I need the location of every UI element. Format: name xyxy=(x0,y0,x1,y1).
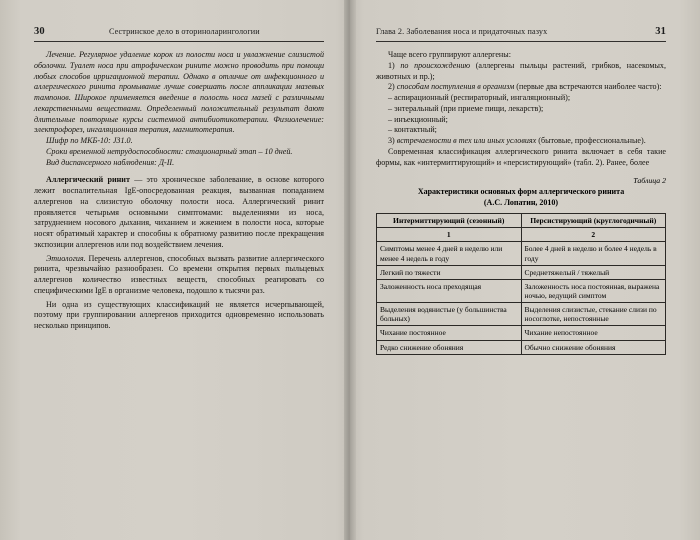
table-cell: Легкий по тяжести xyxy=(377,265,522,279)
list-item-entry-num: 2) xyxy=(388,82,395,92)
sublist-item-aspiration: – аспирационный (респираторный, ингаляционный); xyxy=(388,93,571,102)
table-colnum-1: 1 xyxy=(377,228,522,242)
term-etiology-body: Перечень аллергенов, способных вызвать развитие аллергического ринита, чрезвычайно разнообразен. Со времени открытия первых пыльцевых аллергенов количество известных веществ, способных реагировать со специфическими IgE в организме человека, подошло к тысячи раз. xyxy=(34,253,324,295)
table-cell: Симптомы менее 4 дней в неделю или менее 4 недель в году xyxy=(377,242,522,265)
table-title-line2: (А.С. Лопатин, 2010) xyxy=(483,197,559,207)
list-item-entry xyxy=(376,82,666,93)
list-item-occurrence-num: 3) xyxy=(388,136,395,145)
sublist-item-contact: – контактный; xyxy=(388,125,437,135)
table-cell: Более 4 дней в неделю и более 4 недель в году xyxy=(521,242,666,265)
table-body xyxy=(377,242,666,354)
table-header-persistent: Персистирующий (круглогодичный) xyxy=(521,214,666,228)
list-item-origin-rest: (аллергены пыльцы растений, грибков, насекомых, животных и пр.); xyxy=(376,60,666,81)
right-running-head xyxy=(376,26,666,37)
left-text-column xyxy=(34,50,324,332)
right-page xyxy=(350,0,700,540)
list-item-entry-rest: (первые два встречаются наиболее часто): xyxy=(514,82,662,92)
term-etiology: Этиология. xyxy=(46,253,86,263)
left-running-title: Сестринское дело в оториноларингологии xyxy=(108,27,260,36)
term-allergic-rhinitis-body: — это хроническое заболевание, в основе которого лежит воспалительная IgE-опосредованная реакция, вызванная попаданием аллергенов на слизистую оболочку полости носа. Аллергический ринит проявляется четырьмя основными симптомами: выделениями из носа, затруднением носового дыхания, чиханием и жжением в полости носа, которые носят обратимый характер и способны к обратному развитию после прекращения экспозиции аллергенов или под воздействием лечения. xyxy=(34,175,324,249)
paragraph-allergen-intro: Чаще всего группируют аллергены: xyxy=(388,50,511,59)
paragraph-icd-code: Шифр по МКБ-10: J31.0. xyxy=(46,136,133,145)
list-item-origin-ital: по происхождению xyxy=(400,60,471,70)
table-header-intermittent: Интермиттирующий (сезонный) xyxy=(377,214,522,228)
list-item-origin xyxy=(376,61,666,83)
paragraph-disability-terms: Сроки временной нетрудоспособности: стационарный этап – 10 дней. xyxy=(46,146,293,156)
paragraph-dispensary-type: Вид диспансерного наблюдения: Д-II. xyxy=(46,157,175,167)
table-head xyxy=(377,214,666,242)
term-allergic-rhinitis: Аллергический ринит xyxy=(46,175,130,185)
left-running-head xyxy=(34,26,324,37)
table-row xyxy=(377,279,666,302)
table-cell: Заложенность носа преходящая xyxy=(377,279,522,302)
sublist-item-injection: – инъекционный; xyxy=(388,114,448,124)
list-item-occurrence-ital: встречаемости в тех или иных условиях xyxy=(396,136,537,145)
list-item-occurrence-rest: (бытовые, профессиональные). xyxy=(536,136,646,145)
table-header-row xyxy=(377,214,666,228)
list-item-occurrence xyxy=(376,136,666,147)
left-folio: 30 xyxy=(34,26,45,37)
table-cell: Обычно снижение обоняния xyxy=(521,340,666,354)
table-cell: Выделения слизистые, стекание слизи по носоглотке, непостоянные xyxy=(521,303,666,326)
table-cell: Чихание постоянное xyxy=(377,326,522,340)
table-label: Таблица 2 xyxy=(633,176,666,186)
table-row xyxy=(377,340,666,354)
table-colnum-2: 2 xyxy=(521,228,666,242)
right-folio: 31 xyxy=(655,26,666,37)
table-row xyxy=(377,265,666,279)
rhinitis-forms-table xyxy=(376,213,666,355)
list-item-origin-num: 1) xyxy=(388,60,395,70)
right-text-column xyxy=(376,50,666,168)
table-row xyxy=(377,242,666,265)
left-header-rule xyxy=(34,41,324,42)
paragraph-closing: Ни одна из существующих классификаций не является исчерпывающей, поэтому при группировании аллергенов приходится одновременно использовать несколько принципов. xyxy=(34,299,324,330)
table-number-row xyxy=(377,228,666,242)
table-row xyxy=(377,326,666,340)
table-title-line1: Характеристики основных форм аллергического ринита xyxy=(417,187,625,197)
paragraph-etiology xyxy=(34,254,324,297)
table-cell: Редко снижение обоняния xyxy=(377,340,522,354)
table-title xyxy=(376,187,666,208)
table-cell: Чихание непостоянное xyxy=(521,326,666,340)
right-header-rule xyxy=(376,41,666,42)
table-cell: Выделения водянистые (у большинства больных) xyxy=(377,303,522,326)
right-running-title: Глава 2. Заболевания носа и придаточных пазух xyxy=(376,27,548,36)
sublist-item-enteral: – энтеральный (при приеме пищи, лекарств); xyxy=(388,103,544,113)
paragraph-classification: Современная классификация аллергического ринита включает в себя такие формы, как «интермиттирующий» и «персистирующий» (табл. 2). Ранее, более xyxy=(376,146,666,167)
list-item-entry-ital: способам поступления в организм xyxy=(396,82,515,92)
table-cell: Заложенность носа постоянная, выражена ночью, ведущий симптом xyxy=(521,279,666,302)
table-cell: Среднетяжелый / тяжелый xyxy=(521,265,666,279)
table-row xyxy=(377,303,666,326)
paragraph-allergic-rhinitis xyxy=(34,175,324,250)
paragraph-treatment: Лечение. Регулярное удаление корок из полости носа и увлажнение слизистой оболочки. Туалет носа при атрофическом рините можно проводить при помощи любых способов ирригационной терапии. Однако в отличие от инфекционного и аллергического ринита промывание лучше совершать после аппликации мазевых тампонов. Широкое применяется введение в полость носа мазей с различными лекарственными веществами. Определенный положительный результат дают длительные повторные курсы системной антибиотикотерапии. Физиолечение: электрофорез, ингаляционная терапия, магнитотерапия. xyxy=(34,50,324,135)
